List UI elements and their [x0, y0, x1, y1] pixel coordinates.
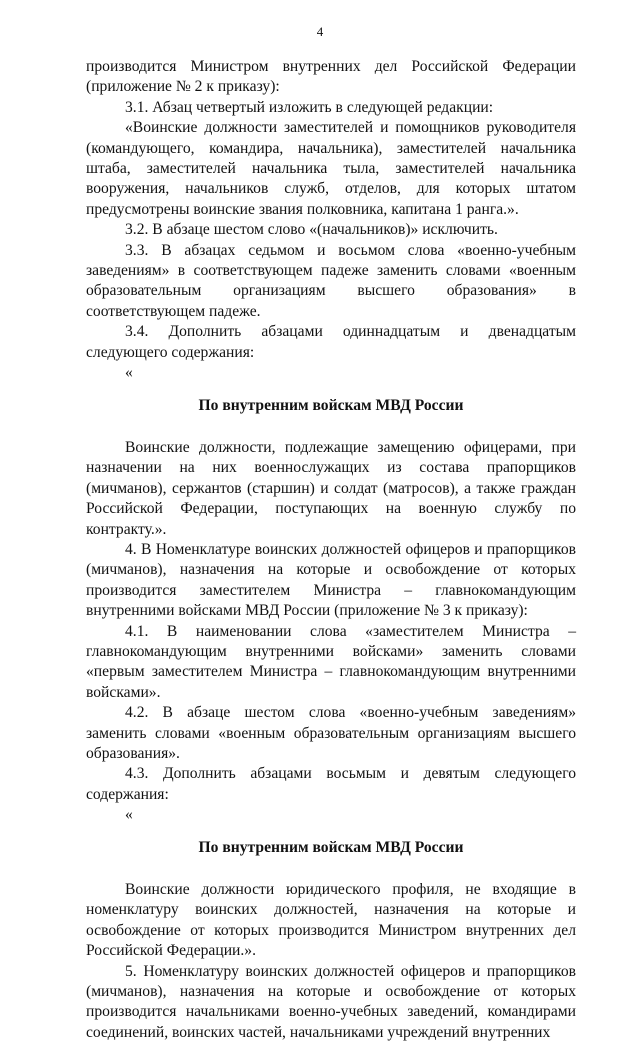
- paragraph: Воинские должности, подлежащие замещению офицерами, при назначении на них военнослужащих из состава прапорщиков (мичманов), сержантов (старшин) и солдат (матросов), а также граждан Российской Федерации, поступающих на военную службу по контракту.».: [86, 438, 576, 538]
- paragraph: 4.2. В абзаце шестом слова «военно-учебным заведениям» заменить словами «военным образовательным организациям высшего образования».: [86, 704, 576, 762]
- paragraph: 3.1. Абзац четвертый изложить в следующей редакции:: [125, 98, 494, 116]
- paragraph: 4.3. Дополнить абзацами восьмым и девятым следующего содержания:: [86, 765, 576, 803]
- paragraph: «Воинские должности заместителей и помощников руководителя (командующего, командира, начальника), заместителей начальника штаба, заместителей начальника тыла, заместителей начальника вооружения, начальников служб, отделов, для которых штатом предусмотрены воинские звания полковника, капитана 1 ранга.».: [86, 119, 576, 218]
- section-heading: По внутренним войскам МВД России: [198, 396, 464, 414]
- paragraph: 3.2. В абзаце шестом слово «(начальников)» исключить.: [125, 221, 498, 239]
- document-body: [86, 57, 576, 1043]
- opening-quote: «: [125, 364, 133, 382]
- page-number: 4: [316, 24, 324, 39]
- paragraph: производится Министром внутренних дел Российской Федерации (приложение № 2 к приказу):: [86, 58, 576, 96]
- paragraph: 4.1. В наименовании слова «заместителем Министра – главнокомандующим внутренними войсками» заменить словами «первым заместителем Министра – главнокомандующим внутренними войсками».: [86, 622, 576, 701]
- paragraph: 5. Номенклатуру воинских должностей офицеров и прапорщиков (мичманов), назначения на которые и освобождение от которых производится начальниками военно-учебных заведений, командирами соединений, воинских частей, начальниками учреждений внутренних: [86, 962, 576, 1041]
- paragraph: 3.3. В абзацах седьмом и восьмом слова «военно-учебным заведениям» в соответствующем падеже заменить словами «военным образовательным организациям высшего образования» в соответствующем падеже.: [86, 241, 576, 320]
- section-heading: По внутренним войскам МВД России: [198, 838, 464, 856]
- paragraph: Воинские должности юридического профиля, не входящие в номенклатуру воинских должностей, назначения на которые и освобождение от которых производится Министром внутренних дел Российской Федерации.».: [86, 881, 576, 960]
- opening-quote: «: [125, 806, 133, 824]
- paragraph: 4. В Номенклатуре воинских должностей офицеров и прапорщиков (мичманов), назначения на которые и освобождение от которых производится заместителем Министра – главнокомандующим внутренними войсками МВД России (приложение № 3 к приказу):: [86, 540, 576, 620]
- paragraph: 3.4. Дополнить абзацами одиннадцатым и двенадцатым следующего содержания:: [86, 323, 576, 361]
